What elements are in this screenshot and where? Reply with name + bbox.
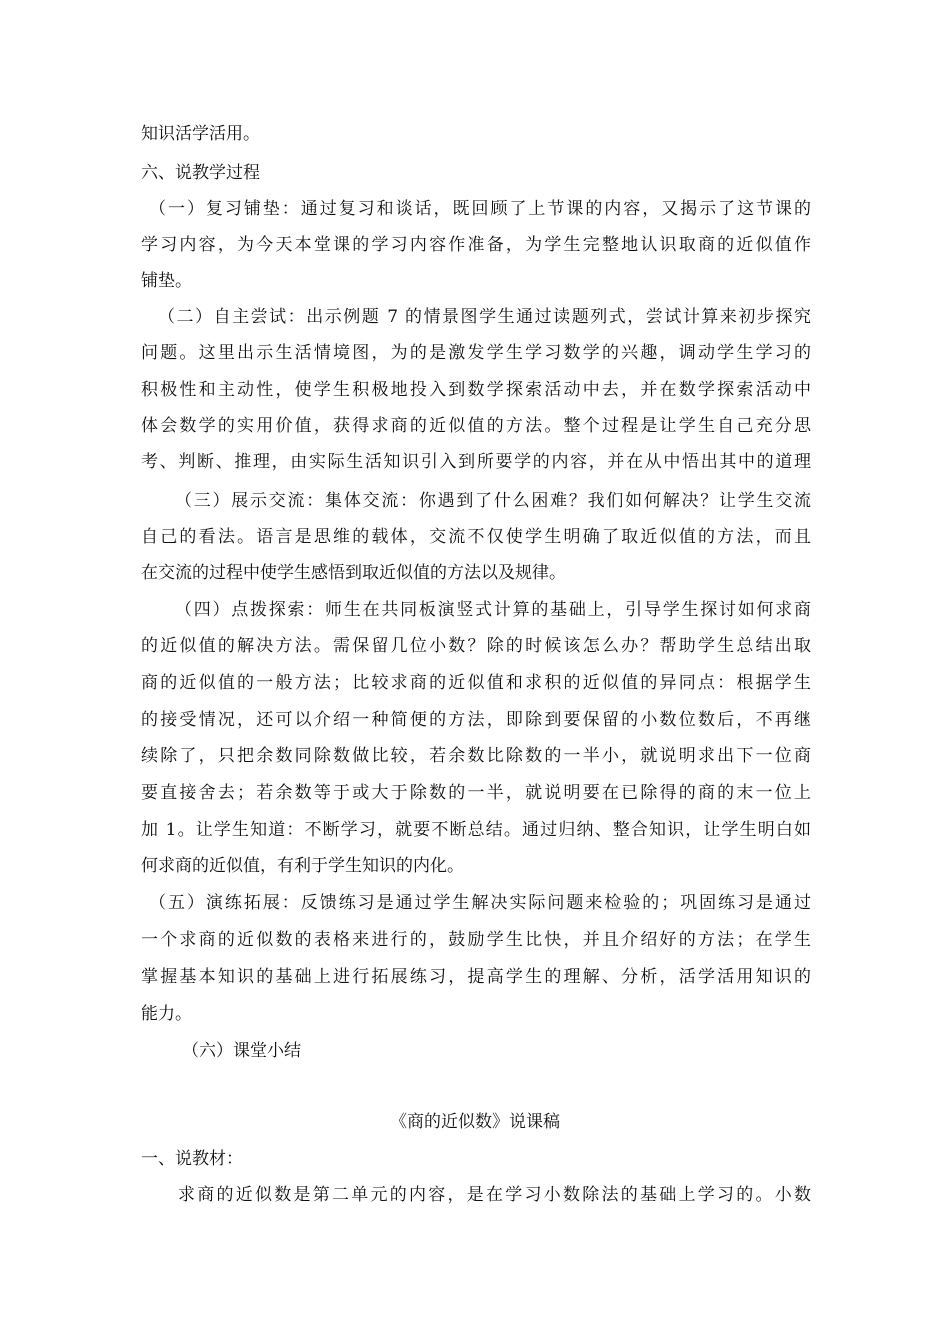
text-line: 要直接舍去；若余数等于或大于除数的一半，就说明要在已除得的商的末一位上 [141,783,811,803]
text-line: 加 1。让学生知道：不断学习，就要不断总结。通过归纳、整合知识，让学生明白如 [141,820,811,840]
text-line: 自己的看法。语言是思维的载体，交流不仅使学生明确了取近似值的方法，而且 [141,527,811,547]
text-line: 掌握基本知识的基础上进行拓展练习，提高学生的理解、分析，活学活用知识的 [141,967,811,987]
text-line: 商的近似值的一般方法；比较求商的近似值和求积的近似值的异同点：根据学生 [141,673,811,693]
text-line: 一个求商的近似数的表格来进行的，鼓励学生比快，并且介绍好的方法；在学生 [141,930,811,950]
text-line: 积极性和主动性，使学生积极地投入到数学探索活动中去，并在数学探索活动中 [141,380,811,400]
text-line: （四）点拨探索：师生在共同板演竖式计算的基础上，引导学生探讨如何求商 [175,600,811,620]
text-line: 在交流的过程中使学生感悟到取近似值的方法以及规律。 [141,563,566,583]
text-line: 能力。 [141,1004,192,1024]
text-line: 何求商的近似值，有利于学生知识的内化。 [141,856,464,876]
text-line: （六）课堂小结 [182,1041,301,1061]
text-line: 的近似值的解决方法。需保留几位小数？除的时候该怎么办？帮助学生总结出取 [141,636,811,656]
text-line: 体会数学的实用价值，获得求商的近似值的方法。整个过程是让学生自己充分思 [141,416,811,436]
text-line: 求商的近似数是第二单元的内容，是在学习小数除法的基础上学习的。小数 [178,1185,811,1205]
text-line: 铺垫。 [141,271,192,291]
text-line: （五）演练拓展：反馈练习是通过学生解决实际问题来检验的；巩固练习是通过 [149,893,811,913]
text-line: （二）自主尝试：出示例题 7 的情景图学生通过读题列式，尝试计算来初步探究 [158,307,811,327]
text-line: 考、判断、推理，由实际生活知识引入到所要学的内容，并在从中悟出其中的道理 [141,452,811,472]
text-line: （一）复习铺垫：通过复习和谈话，既回顾了上节课的内容，又揭示了这节课的 [149,199,811,219]
section-heading: 六、说教学过程 [141,163,260,183]
text-line: 的接受情况，还可以介绍一种简便的方法，即除到要保留的小数位数后，不再继 [141,710,811,730]
text-line: 知识活学活用。 [141,124,260,144]
text-line: 问题。这里出示生活情境图，为的是激发学生学习数学的兴趣，调动学生学习的 [141,343,811,363]
text-line: 学习内容，为今天本堂课的学习内容作准备，为学生完整地认识取商的近似值作 [141,235,811,255]
section-heading: 一、说教材： [141,1149,243,1169]
text-line: 续除了，只把余数同除数做比较，若余数比除数的一半小，就说明求出下一位商 [141,746,811,766]
document-title: 《商的近似数》说课稿 [390,1112,560,1132]
text-line: （三）展示交流：集体交流：你遇到了什么困难？我们如何解决？让学生交流 [175,491,811,511]
